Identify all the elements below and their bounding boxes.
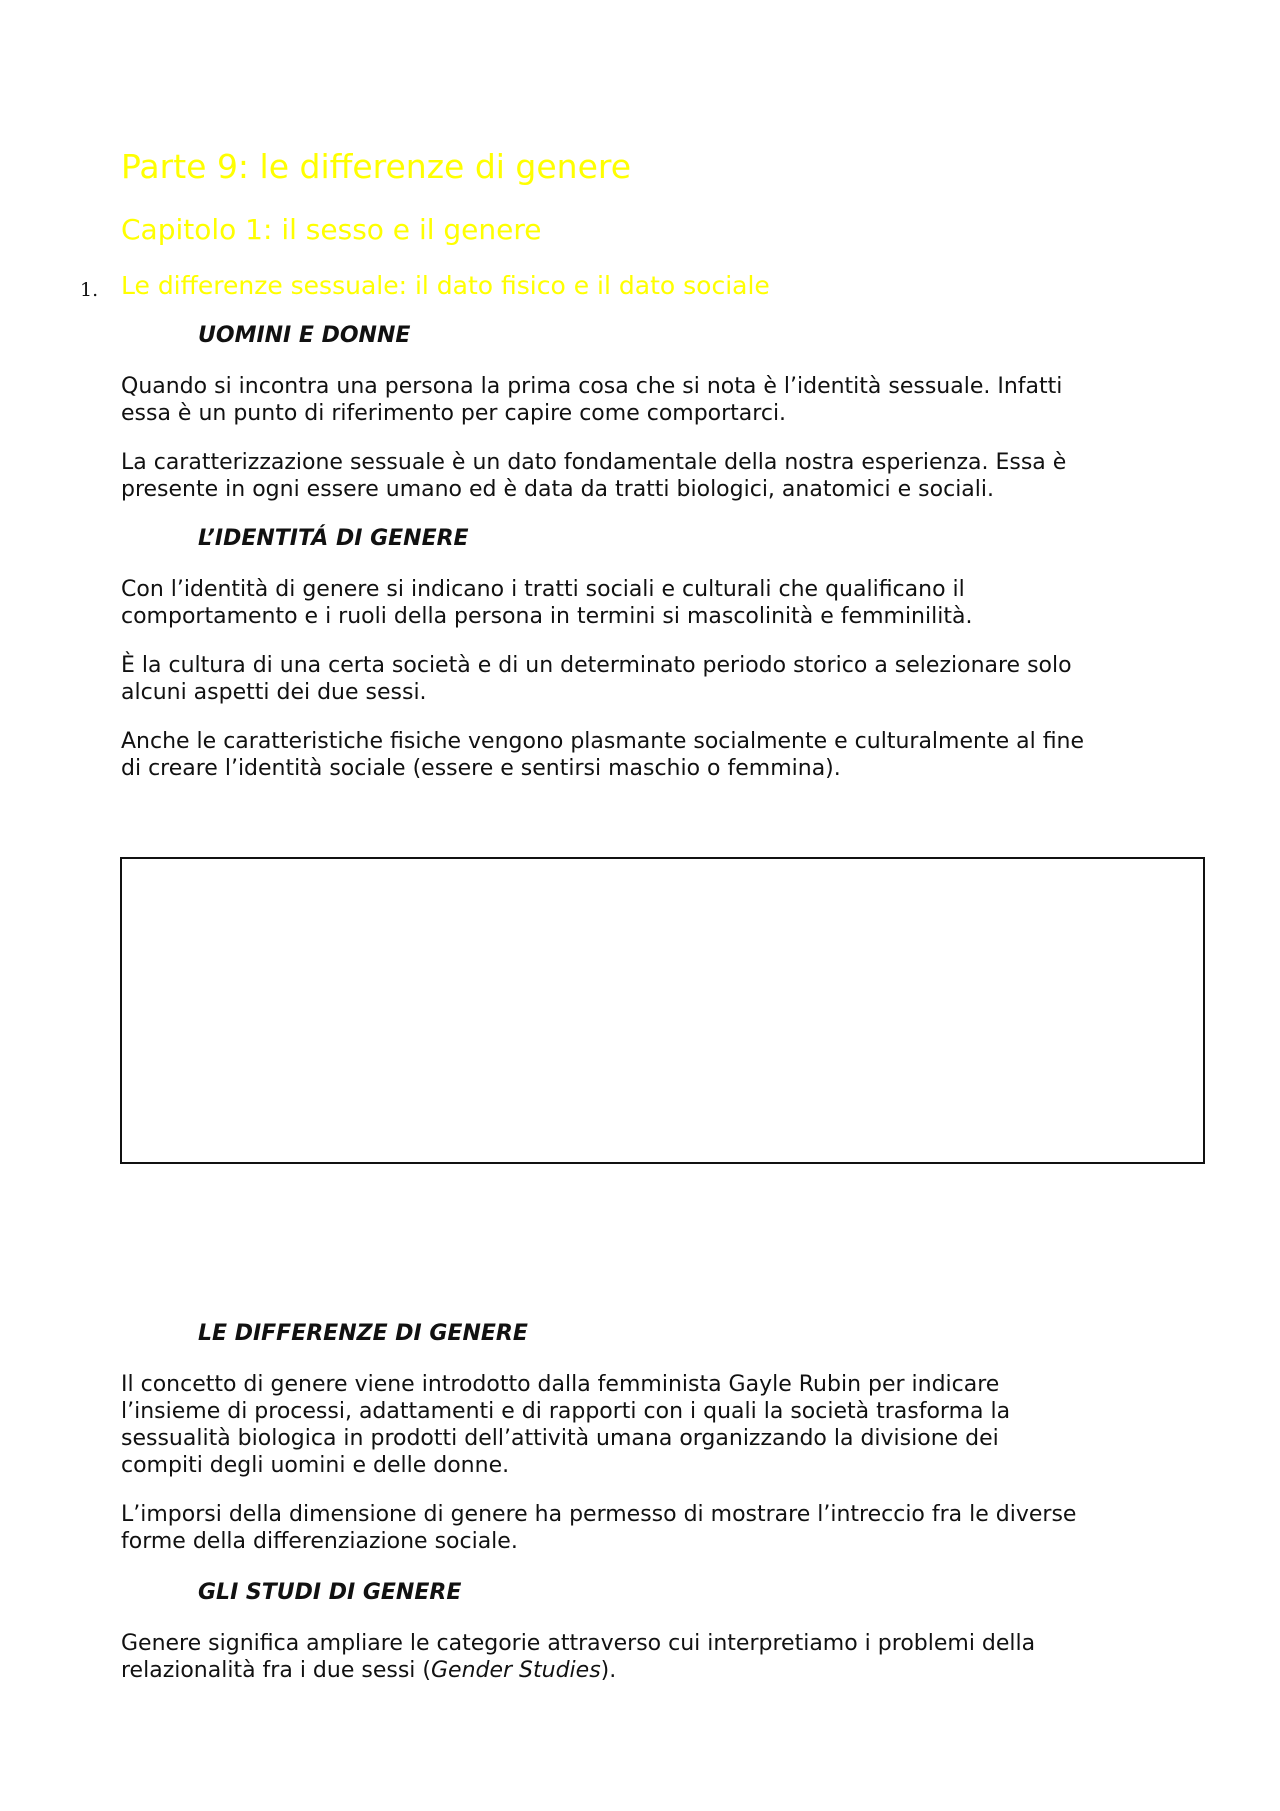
subheading-differenze-di-genere: LE DIFFERENZE DI GENERE <box>198 1321 528 1346</box>
subheading-uomini-e-donne: UOMINI E DONNE <box>198 323 411 348</box>
empty-frame-box <box>120 857 1205 1164</box>
paragraph-line: È la cultura di una certa società e di un determinato periodo storico a selezionare solo <box>121 653 1072 678</box>
line-text: ). <box>600 1658 617 1683</box>
paragraph-line: l’insieme di processi, adattamenti e di rapporti con i quali la società trasforma la <box>121 1399 1011 1424</box>
italic-term: Gender Studies <box>430 1658 601 1683</box>
paragraph-line: essa è un punto di riferimento per capire come comportarci. <box>121 401 787 426</box>
paragraph-line <box>121 1657 1181 1684</box>
paragraph <box>121 1630 1181 1684</box>
paragraph <box>121 1371 1181 1479</box>
paragraph-line: L’imporsi della dimensione di genere ha permesso di mostrare l’intreccio fra le diverse <box>121 1502 1077 1527</box>
part-title: Parte 9: le differenze di genere <box>121 147 632 186</box>
paragraph-line: Il concetto di genere viene introdotto dalla femminista Gayle Rubin per indicare <box>121 1372 1000 1397</box>
subheading-identita-di-genere: L’IDENTITÁ DI GENERE <box>198 526 469 551</box>
paragraph-line: forme della differenziazione sociale. <box>121 1529 518 1554</box>
subheading-studi-di-genere: GLI STUDI DI GENERE <box>198 1580 462 1605</box>
paragraph-line: sessualità biologica in prodotti dell’attività umana organizzando la divisione dei <box>121 1426 999 1451</box>
paragraph <box>121 652 1181 706</box>
line-text: relazionalità fra i due sessi ( <box>121 1658 431 1683</box>
section-number: 1. <box>80 279 99 301</box>
paragraph <box>121 728 1181 782</box>
paragraph-line: alcuni aspetti dei due sessi. <box>121 680 427 705</box>
paragraph-line: Con l’identità di genere si indicano i tratti sociali e culturali che qualificano il <box>121 577 965 602</box>
chapter-title: Capitolo 1: il sesso e il genere <box>121 213 542 246</box>
section-title: Le differenze sessuale: il dato fisico e il dato sociale <box>121 271 770 300</box>
paragraph <box>121 373 1181 427</box>
paragraph-line: presente in ogni essere umano ed è data da tratti biologici, anatomici e sociali. <box>121 477 995 502</box>
paragraph-line: di creare l’identità sociale (essere e sentirsi maschio o femmina). <box>121 756 841 781</box>
paragraph-line: Genere significa ampliare le categorie attraverso cui interpretiamo i problemi della <box>121 1631 1036 1656</box>
paragraph-line: comportamento e i ruoli della persona in termini si mascolinità e femminilità. <box>121 604 973 629</box>
paragraph-line: compiti degli uomini e delle donne. <box>121 1453 510 1478</box>
paragraph <box>121 1501 1181 1555</box>
paragraph <box>121 449 1181 503</box>
paragraph <box>121 576 1181 630</box>
paragraph-line: Quando si incontra una persona la prima cosa che si nota è l’identità sessuale. Infatti <box>121 374 1063 399</box>
paragraph-line: Anche le caratteristiche fisiche vengono plasmante socialmente e culturalmente al fine <box>121 729 1085 754</box>
paragraph-line: La caratterizzazione sessuale è un dato fondamentale della nostra esperienza. Essa è <box>121 450 1067 475</box>
